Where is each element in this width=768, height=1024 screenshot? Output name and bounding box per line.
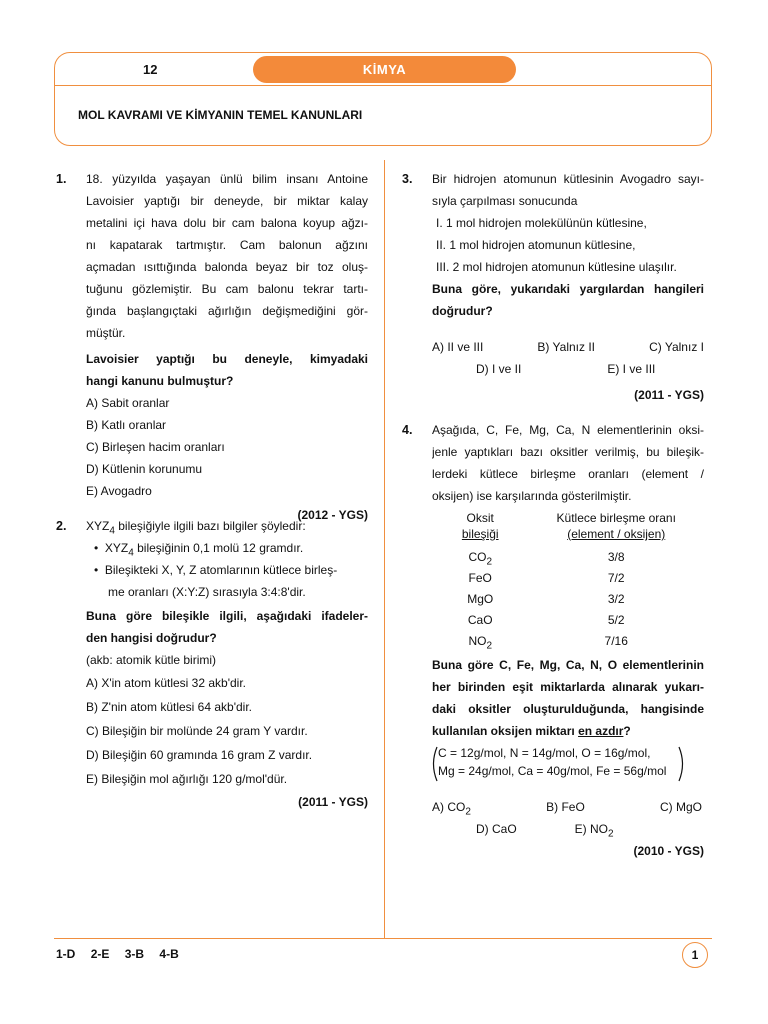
- ratio-value: 5/2: [607, 613, 625, 627]
- bullet-icon: •: [94, 563, 99, 577]
- formula-subscript: 4: [109, 525, 115, 537]
- question-4-line: lerdeki kütlece birleşme oranları (element /: [432, 467, 704, 481]
- question-4-option-b[interactable]: [546, 796, 585, 818]
- answer-key-item: 2-E: [90, 947, 110, 961]
- question-4-prompt: Buna göre C, Fe, Mg, Ca, N, O elementlerinin: [432, 658, 704, 672]
- table-row: [432, 631, 704, 652]
- option-label: A) CO: [432, 800, 466, 814]
- question-2-option-a[interactable]: A) X'in atom kütlesi 32 akb'dir.: [86, 676, 246, 690]
- question-1-option-a[interactable]: A) Sabit oranlar: [86, 396, 170, 410]
- question-4-options-row-1: [432, 796, 704, 818]
- question-1-line: müştür.: [86, 326, 126, 340]
- formula-subscript: 2: [486, 556, 492, 568]
- question-2-bullet: [86, 537, 368, 559]
- formula-text: XYZ: [104, 541, 129, 555]
- question-3-prompt: Buna göre, yukarıdaki yargılardan hangileri: [432, 282, 704, 296]
- question-2-reference: (2011 - YGS): [298, 795, 368, 809]
- question-1-line: Lavoisier yaptığı bir deneyde, bir miktar kalay: [86, 194, 368, 208]
- question-1: [86, 168, 368, 526]
- oxide-table-header: [432, 511, 704, 527]
- bullet-text: bileşiğinin 0,1 molü 12 gramdır.: [133, 541, 304, 555]
- question-3-statement-1: I. 1 mol hidrojen molekülünün kütlesine,: [436, 216, 647, 230]
- formula-subscript: 2: [608, 828, 614, 840]
- table-row: [432, 547, 704, 568]
- question-4-prompt: daki oksitler oluşturulduğunda, hangisinde: [432, 702, 704, 716]
- formula-subscript: 2: [486, 640, 492, 652]
- question-1-prompt: hangi kanunu bulmuştur?: [86, 374, 234, 388]
- question-1-line: açmadan ısıttığında balonda beyaz bir toz oluş-: [86, 260, 368, 274]
- question-3-prompt: doğrudur?: [432, 304, 493, 318]
- question-1-number: 1.: [56, 172, 67, 186]
- table-row: [432, 589, 704, 610]
- ratio-value: 3/2: [607, 592, 625, 606]
- header-divider: [55, 85, 711, 86]
- question-4-option-a[interactable]: [432, 796, 471, 818]
- question-3-options-row-1: [432, 336, 704, 358]
- question-3-options-row-2: [432, 358, 704, 380]
- ratio-value: 3/8: [607, 550, 625, 564]
- question-1-option-d[interactable]: D) Kütlenin korunumu: [86, 462, 203, 476]
- answer-key: [56, 947, 191, 961]
- formula-text: XYZ: [86, 519, 110, 533]
- question-4-option-e[interactable]: [575, 818, 614, 840]
- question-2-prompt: Buna göre bileşikle ilgili, aşağıdaki ifadeler-: [86, 609, 368, 623]
- oxide-table: [432, 511, 704, 652]
- question-4-option-c[interactable]: [660, 796, 702, 818]
- answer-key-item: 1-D: [56, 947, 76, 961]
- right-paren-icon: [678, 746, 686, 782]
- question-2: [86, 515, 368, 813]
- question-4-reference: (2010 - YGS): [633, 844, 704, 858]
- oxide-formula: FeO: [468, 571, 492, 585]
- option-label: B) FeO: [546, 800, 585, 814]
- question-4-line: jenle yaptıkları bazı oksitler verilmiş, bu bileşik-: [432, 445, 704, 459]
- header-box: [54, 52, 712, 146]
- answer-key-item: 3-B: [124, 947, 145, 961]
- subject-label: KİMYA: [362, 62, 407, 77]
- question-3-option-a[interactable]: A) II ve III: [432, 340, 484, 354]
- question-2-number: 2.: [56, 519, 67, 533]
- left-paren-icon: [430, 746, 438, 782]
- table-row: [432, 568, 704, 589]
- question-3-option-c[interactable]: C) Yalnız I: [649, 340, 704, 354]
- question-4: [432, 419, 704, 862]
- oxide-formula: CO: [468, 550, 487, 564]
- table-row: [432, 610, 704, 631]
- intro-text: bileşiğiyle ilgili bazı bilgiler şöyledir:: [114, 519, 306, 533]
- oxide-formula: NO: [468, 634, 487, 648]
- question-3-reference: (2011 - YGS): [634, 388, 704, 402]
- page-number-circle: [682, 942, 708, 968]
- ratio-value: 7/2: [607, 571, 625, 585]
- topic-title: MOL KAVRAMI VE KİMYANIN TEMEL KANUNLARI: [78, 108, 363, 122]
- answer-key-item: 4-B: [159, 947, 179, 961]
- oxide-formula: CaO: [467, 613, 493, 627]
- question-4-line: oksijen) ise karşılarında gösterilmiştir.: [432, 489, 632, 503]
- option-label: D) CaO: [476, 822, 517, 836]
- question-2-option-e[interactable]: E) Bileşiğin mol ağırlığı 120 g/mol'dür.: [86, 772, 288, 786]
- prompt-text: kullanılan oksijen miktarı: [432, 724, 579, 738]
- question-1-option-e[interactable]: E) Avogadro: [86, 484, 152, 498]
- prompt-emphasis: en azdır: [578, 724, 624, 738]
- question-1-prompt: Lavoisier yaptığı bu deneyle, kimyadaki: [86, 352, 368, 366]
- question-3-line: sıyla çarpılması sonucunda: [432, 194, 578, 208]
- option-label: C) MgO: [659, 800, 702, 814]
- question-2-note: (akb: atomik kütle birimi): [86, 653, 217, 667]
- question-3-line: Bir hidrojen atomunun kütlesinin Avogadro sayı-: [432, 172, 704, 186]
- bullet-icon: •: [94, 541, 99, 555]
- page-number-top: 12: [143, 62, 158, 77]
- question-1-option-b[interactable]: B) Katlı oranlar: [86, 418, 167, 432]
- question-2-option-c[interactable]: C) Bileşiğin bir molünde 24 gram Y vardır.: [86, 724, 308, 738]
- page-number: 1: [691, 948, 699, 962]
- question-3-option-d[interactable]: D) I ve II: [476, 362, 522, 376]
- atomic-masses-line: C = 12g/mol, N = 14g/mol, O = 16g/mol,: [438, 746, 651, 760]
- formula-subscript: 2: [465, 806, 471, 818]
- question-1-reference: (2012 - YGS): [297, 508, 368, 522]
- oxide-table-header: [432, 527, 704, 543]
- question-1-line: metalini içi hava dolu bir cam balona koyup ağzı-: [86, 216, 368, 230]
- prompt-text: ?: [623, 724, 631, 738]
- question-2-bullet-continued: me oranları (X:Y:Z) sırasıyla 3:4:8'dir.: [108, 585, 306, 599]
- ratio-header: Kütlece birleşme oranı: [556, 511, 676, 525]
- ratio-value: 7/16: [604, 634, 628, 648]
- question-1-line: ğında başlangıçtaki ağırlığın değişmediğini gör-: [86, 304, 368, 318]
- question-4-number: 4.: [402, 423, 413, 437]
- question-4-option-d[interactable]: [476, 818, 517, 840]
- subject-pill: [253, 56, 516, 83]
- question-1-option-c[interactable]: C) Birleşen hacim oranları: [86, 440, 225, 454]
- question-3-option-b[interactable]: B) Yalnız II: [537, 340, 596, 354]
- question-2-intro: [86, 515, 368, 537]
- formula-subscript: 4: [128, 547, 134, 559]
- question-2-option-d[interactable]: D) Bileşiğin 60 gramında 16 gram Z vardır.: [86, 748, 313, 762]
- column-divider: [384, 160, 385, 938]
- option-label: E) NO: [574, 822, 609, 836]
- question-4-prompt: [432, 720, 704, 742]
- atomic-masses-line: Mg = 24g/mol, Ca = 40g/mol, Fe = 56g/mol: [438, 764, 667, 778]
- question-3: [432, 168, 704, 406]
- oxide-header: Oksit: [466, 511, 494, 525]
- question-2-bullet: [86, 559, 368, 581]
- question-4-prompt: her birinden eşit miktarlarda alınarak yukarı-: [432, 680, 704, 694]
- question-4-line: Aşağıda, C, Fe, Mg, Ca, N elementlerinin oksi-: [432, 423, 704, 437]
- question-1-line: 18. yüzyılda yaşayan ünlü bilim insanı Antoine: [86, 172, 368, 186]
- question-3-statement-3: III. 2 mol hidrojen atomunun kütlesine ulaşılır.: [436, 260, 677, 274]
- question-2-option-b[interactable]: B) Z'nin atom kütlesi 64 akb'dir.: [86, 700, 252, 714]
- atomic-masses: [432, 744, 704, 784]
- question-1-line: nı kapatarak tartmıştır. Cam balonun ağzını: [86, 238, 368, 252]
- question-4-options-row-2: [432, 818, 704, 840]
- oxide-formula: MgO: [467, 592, 494, 606]
- question-3-statement-2: II. 1 mol hidrojen atomunun kütlesine,: [436, 238, 636, 252]
- question-3-option-e[interactable]: E) I ve III: [607, 362, 656, 376]
- question-2-prompt: den hangisi doğrudur?: [86, 631, 217, 645]
- question-1-line: tuğunu gözlemiştir. Bu cam balonu tekrar tartı-: [86, 282, 368, 296]
- oxide-header: bileşiği: [461, 527, 499, 541]
- bullet-text: Bileşikteki X, Y, Z atomlarının kütlece birleş-: [104, 563, 338, 577]
- question-3-number: 3.: [402, 172, 413, 186]
- ratio-header: (element / oksijen): [567, 527, 666, 541]
- footer-line: [54, 938, 712, 939]
